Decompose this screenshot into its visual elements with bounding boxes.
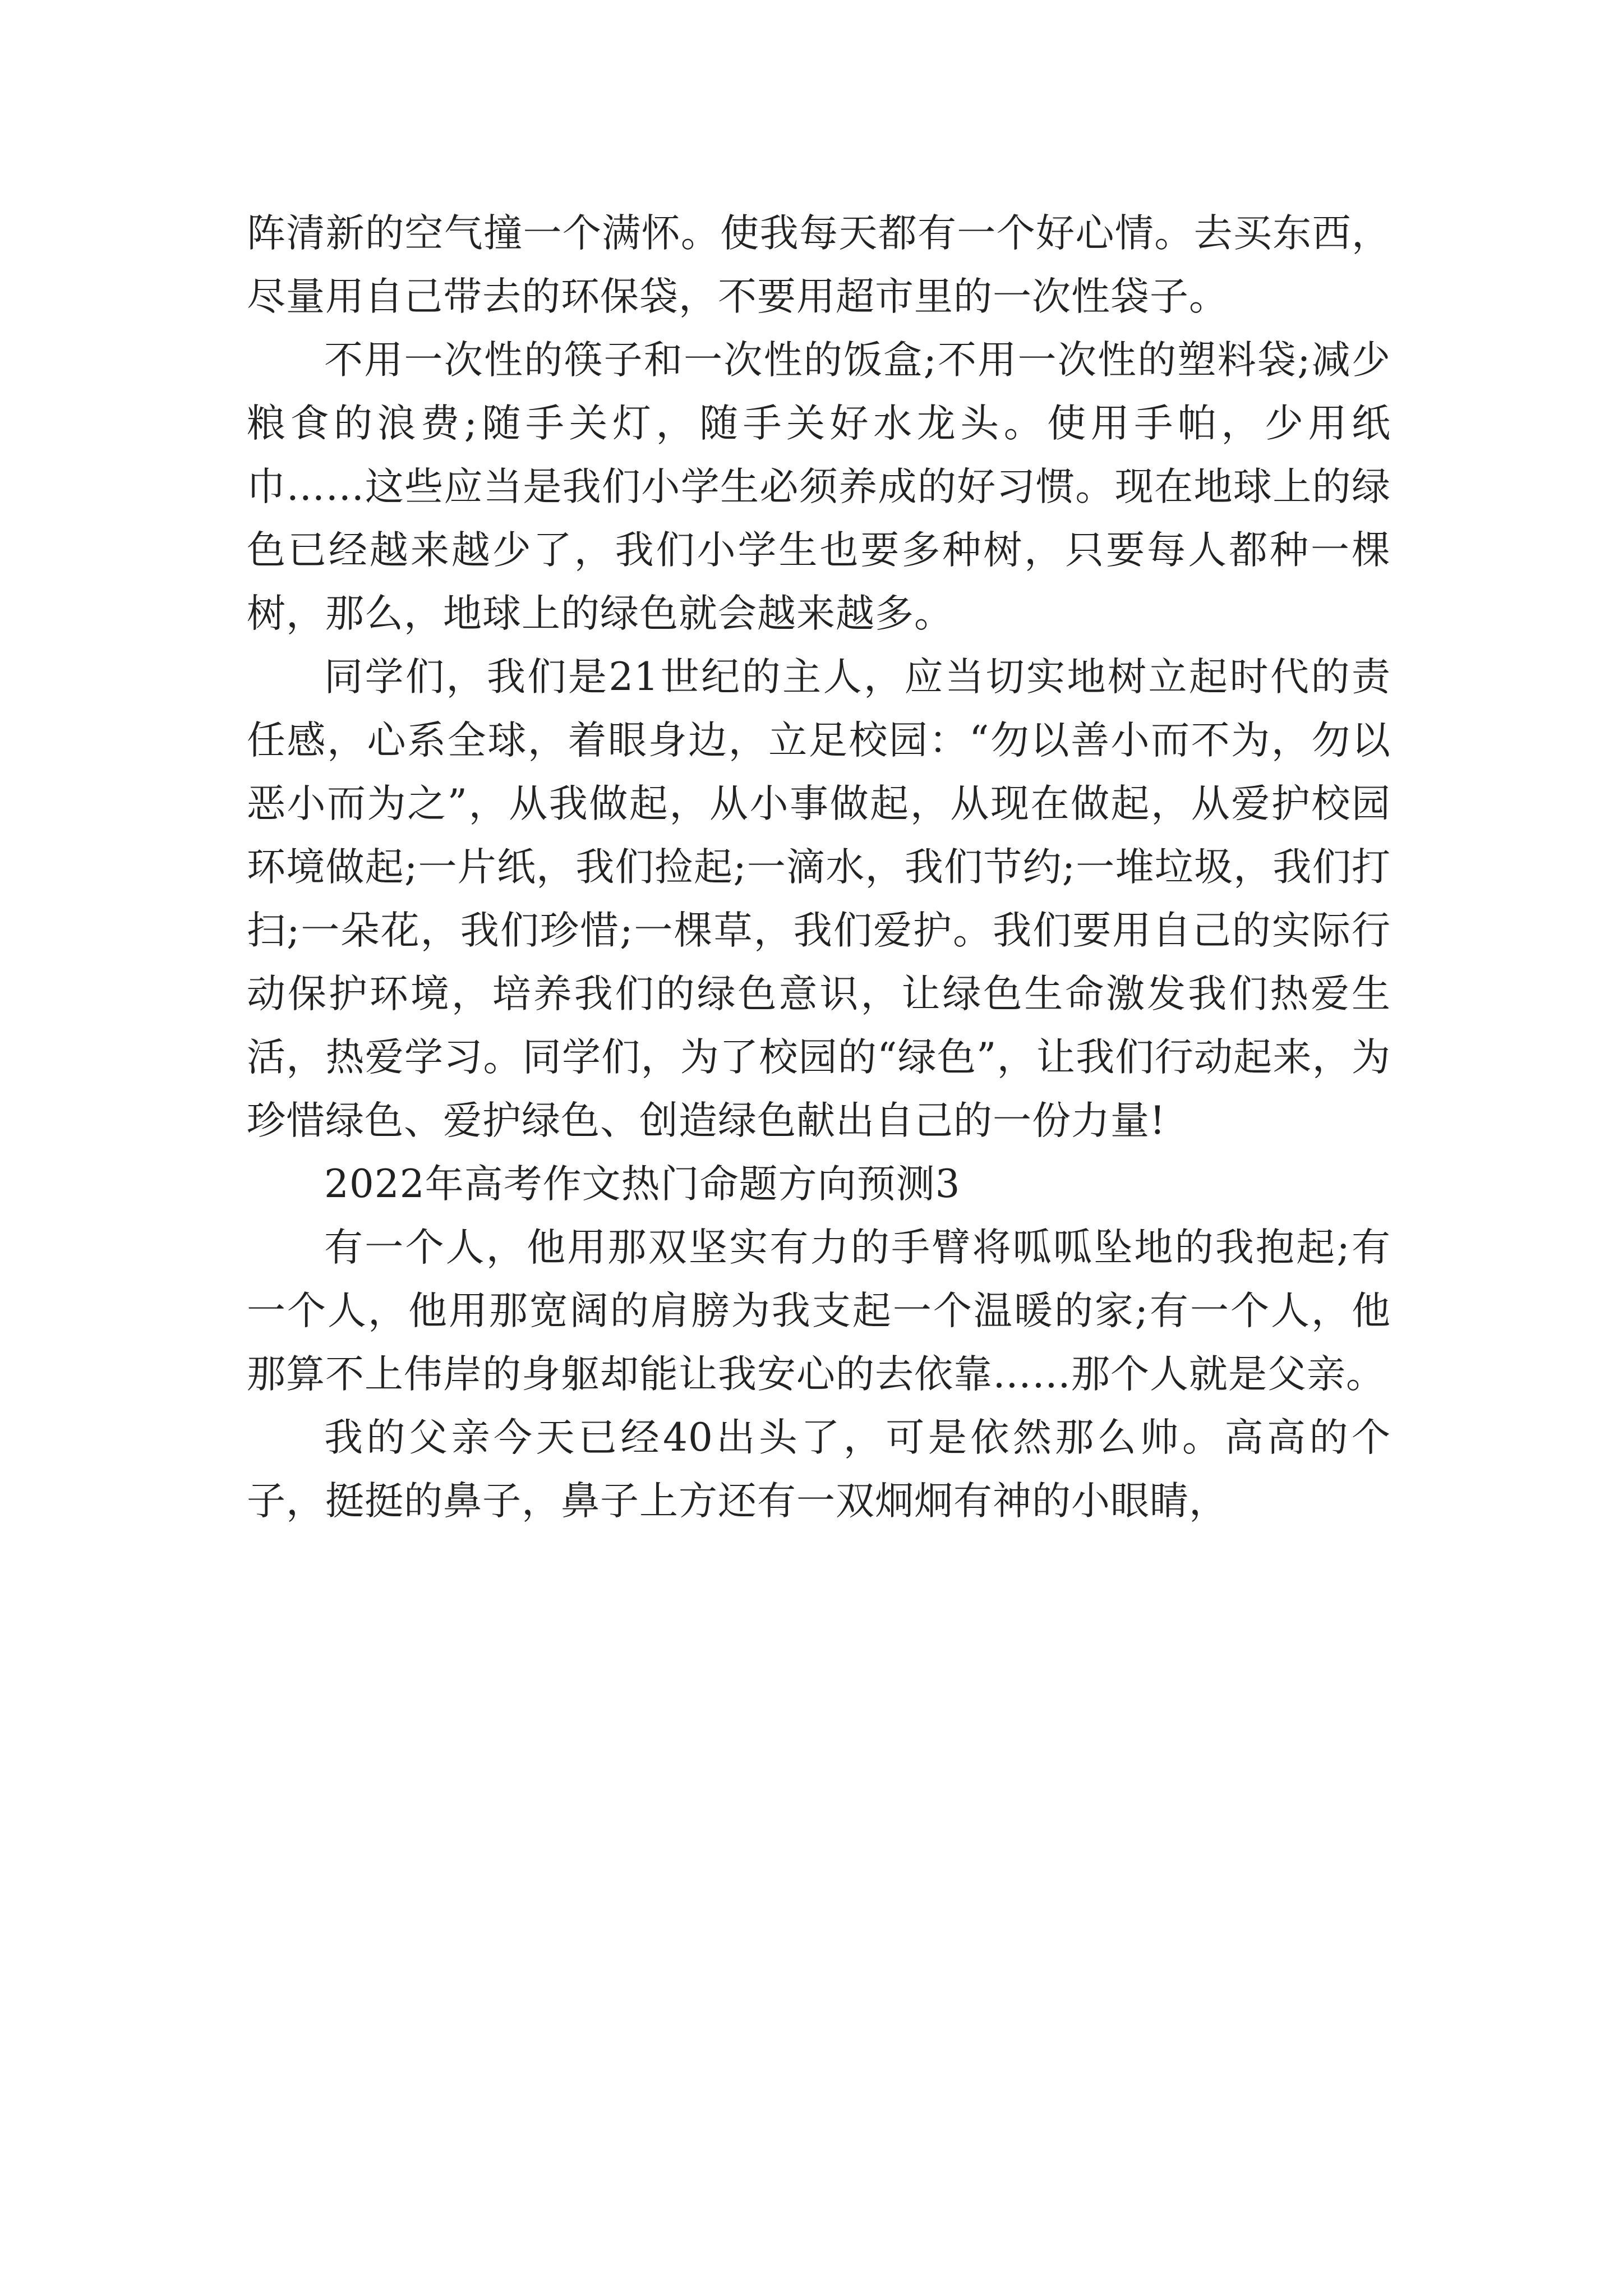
- paragraph-2: 不用一次性的筷子和一次性的饭盒;不用一次性的塑料袋;减少粮食的浪费;随手关灯，随手关好水龙头。使用手帕，少用纸巾……这些应当是我们小学生必须养成的好习惯。现在地球上的绿色已经越来越少了，我们小学生也要多种树，只要每人都种一棵树，那么，地球上的绿色就会越来越多。: [247, 338, 1391, 636]
- paragraph-3: 同学们，我们是21世纪的主人，应当切实地树立起时代的责任感，心系全球，着眼身边，立足校园：“勿以善小而不为，勿以恶小而为之”，从我做起，从小事做起，从现在做起，从爱护校园环境做起;一片纸，我们捡起;一滴水，我们节约;一堆垃圾，我们打扫;一朵花，我们珍惜;一棵草，我们爱护。我们要用自己的实际行动保护环境，培养我们的绿色意识，让绿色生命激发我们热爱生活，热爱学习。同学们，为了校园的“绿色”，让我们行动起来，为珍惜绿色、爱护绿色、创造绿色献出自己的一份力量!: [247, 655, 1391, 1143]
- document-body: [247, 202, 1391, 1533]
- paragraph-1: 阵清新的空气撞一个满怀。使我每天都有一个好心情。去买东西，尽量用自己带去的环保袋，不要用超市里的一次性袋子。: [247, 211, 1391, 319]
- paragraph-5: 我的父亲今天已经40出头了，可是依然那么帅。高高的个子，挺挺的鼻子，鼻子上方还有一双炯炯有神的小眼睛，: [247, 1415, 1391, 1524]
- paragraph-4: 有一个人，他用那双坚实有力的手臂将呱呱坠地的我抱起;有一个人，他用那宽阔的肩膀为我支起一个温暖的家;有一个人，他那算不上伟岸的身躯却能让我安心的去依靠……那个人就是父亲。: [247, 1225, 1391, 1397]
- section-heading: 2022年高考作文热门命题方向预测3: [324, 1162, 961, 1207]
